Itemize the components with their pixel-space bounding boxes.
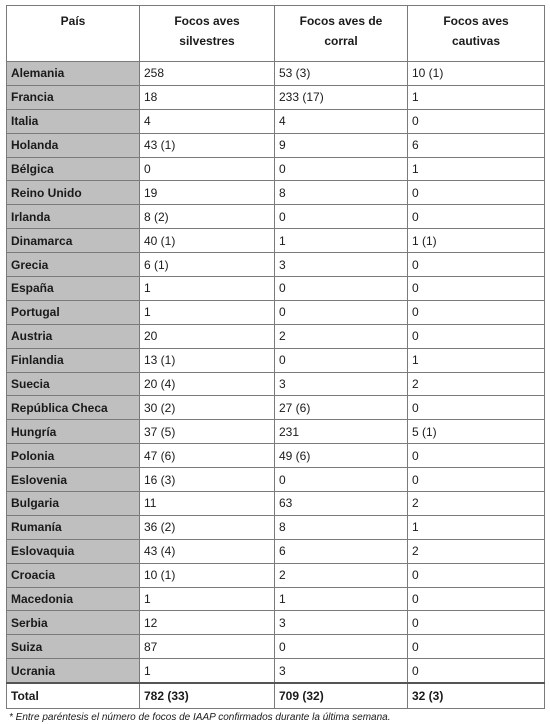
- outbreaks-table: [6, 5, 545, 709]
- country-cell: Reino Unido: [7, 181, 140, 205]
- country-cell: Italia: [7, 109, 140, 133]
- table-row: [7, 253, 545, 277]
- header-country: País: [7, 6, 140, 62]
- country-cell: Ucrania: [7, 659, 140, 683]
- poultry-cell: 49 (6): [275, 444, 408, 468]
- poultry-cell: 0: [275, 300, 408, 324]
- wild-birds-cell: 12: [140, 611, 275, 635]
- country-cell: Francia: [7, 85, 140, 109]
- country-cell: Hungría: [7, 420, 140, 444]
- wild-birds-cell: 13 (1): [140, 348, 275, 372]
- country-cell: Austria: [7, 324, 140, 348]
- captive-birds-cell: 1: [408, 515, 545, 539]
- country-cell: Bulgaria: [7, 492, 140, 516]
- captive-birds-cell: 0: [408, 611, 545, 635]
- total-row: [7, 683, 545, 709]
- country-cell: Portugal: [7, 300, 140, 324]
- wild-birds-cell: 1: [140, 277, 275, 301]
- poultry-cell: 0: [275, 348, 408, 372]
- captive-birds-cell: 0: [408, 587, 545, 611]
- table-row: [7, 300, 545, 324]
- country-cell: Serbia: [7, 611, 140, 635]
- table-row: [7, 205, 545, 229]
- total-wild-birds: 782 (33): [140, 683, 275, 709]
- table-row: [7, 85, 545, 109]
- wild-birds-cell: 1: [140, 659, 275, 683]
- table-row: [7, 420, 545, 444]
- captive-birds-cell: 0: [408, 253, 545, 277]
- captive-birds-cell: 0: [408, 109, 545, 133]
- poultry-cell: 0: [275, 277, 408, 301]
- wild-birds-cell: 43 (1): [140, 133, 275, 157]
- captive-birds-cell: 0: [408, 181, 545, 205]
- wild-birds-cell: 40 (1): [140, 229, 275, 253]
- table-row: [7, 587, 545, 611]
- country-cell: Finlandia: [7, 348, 140, 372]
- captive-birds-cell: 0: [408, 300, 545, 324]
- header-row: [7, 6, 545, 62]
- header-captive-birds: Focos aves cautivas: [408, 6, 545, 62]
- wild-birds-cell: 47 (6): [140, 444, 275, 468]
- captive-birds-cell: 0: [408, 205, 545, 229]
- wild-birds-cell: 1: [140, 587, 275, 611]
- wild-birds-cell: 6 (1): [140, 253, 275, 277]
- captive-birds-cell: 1: [408, 85, 545, 109]
- country-cell: Macedonia: [7, 587, 140, 611]
- country-cell: Croacia: [7, 563, 140, 587]
- wild-birds-cell: 16 (3): [140, 468, 275, 492]
- table-row: [7, 492, 545, 516]
- table-row: [7, 133, 545, 157]
- poultry-cell: 53 (3): [275, 62, 408, 86]
- wild-birds-cell: 11: [140, 492, 275, 516]
- table-row: [7, 611, 545, 635]
- table-row: [7, 277, 545, 301]
- poultry-cell: 3: [275, 659, 408, 683]
- table-row: [7, 181, 545, 205]
- country-cell: Bélgica: [7, 157, 140, 181]
- poultry-cell: 0: [275, 635, 408, 659]
- poultry-cell: 8: [275, 181, 408, 205]
- wild-birds-cell: 87: [140, 635, 275, 659]
- wild-birds-cell: 37 (5): [140, 420, 275, 444]
- country-cell: Rumanía: [7, 515, 140, 539]
- wild-birds-cell: 36 (2): [140, 515, 275, 539]
- poultry-cell: 0: [275, 157, 408, 181]
- table-row: [7, 659, 545, 683]
- poultry-cell: 9: [275, 133, 408, 157]
- wild-birds-cell: 43 (4): [140, 539, 275, 563]
- poultry-cell: 3: [275, 253, 408, 277]
- footnote: * Entre paréntesis el número de focos de IAAP confirmados durante la última semana.: [9, 712, 391, 724]
- poultry-cell: 1: [275, 229, 408, 253]
- wild-birds-cell: 20 (4): [140, 372, 275, 396]
- captive-birds-cell: 0: [408, 324, 545, 348]
- header-poultry: Focos aves de corral: [275, 6, 408, 62]
- country-cell: Eslovenia: [7, 468, 140, 492]
- total-label: Total: [7, 683, 140, 709]
- table-footer: [7, 683, 545, 709]
- captive-birds-cell: 5 (1): [408, 420, 545, 444]
- total-captive-birds: 32 (3): [408, 683, 545, 709]
- table-row: [7, 157, 545, 181]
- captive-birds-cell: 0: [408, 277, 545, 301]
- wild-birds-cell: 8 (2): [140, 205, 275, 229]
- table-row: [7, 468, 545, 492]
- country-cell: Grecia: [7, 253, 140, 277]
- country-cell: Polonia: [7, 444, 140, 468]
- captive-birds-cell: 0: [408, 563, 545, 587]
- poultry-cell: 2: [275, 563, 408, 587]
- table-row: [7, 444, 545, 468]
- captive-birds-cell: 1: [408, 157, 545, 181]
- poultry-cell: 6: [275, 539, 408, 563]
- captive-birds-cell: 1 (1): [408, 229, 545, 253]
- table-row: [7, 109, 545, 133]
- wild-birds-cell: 20: [140, 324, 275, 348]
- wild-birds-cell: 10 (1): [140, 563, 275, 587]
- captive-birds-cell: 0: [408, 444, 545, 468]
- table-header: [7, 6, 545, 62]
- poultry-cell: 0: [275, 205, 408, 229]
- poultry-cell: 4: [275, 109, 408, 133]
- wild-birds-cell: 1: [140, 300, 275, 324]
- wild-birds-cell: 4: [140, 109, 275, 133]
- table-row: [7, 635, 545, 659]
- captive-birds-cell: 0: [408, 468, 545, 492]
- wild-birds-cell: 19: [140, 181, 275, 205]
- poultry-cell: 0: [275, 468, 408, 492]
- poultry-cell: 63: [275, 492, 408, 516]
- captive-birds-cell: 0: [408, 396, 545, 420]
- poultry-cell: 27 (6): [275, 396, 408, 420]
- wild-birds-cell: 18: [140, 85, 275, 109]
- wild-birds-cell: 258: [140, 62, 275, 86]
- table-row: [7, 563, 545, 587]
- captive-birds-cell: 10 (1): [408, 62, 545, 86]
- table-row: [7, 515, 545, 539]
- poultry-cell: 1: [275, 587, 408, 611]
- poultry-cell: 231: [275, 420, 408, 444]
- country-cell: República Checa: [7, 396, 140, 420]
- country-cell: Suiza: [7, 635, 140, 659]
- wild-birds-cell: 30 (2): [140, 396, 275, 420]
- captive-birds-cell: 2: [408, 372, 545, 396]
- country-cell: Alemania: [7, 62, 140, 86]
- table-row: [7, 396, 545, 420]
- country-cell: Dinamarca: [7, 229, 140, 253]
- table-row: [7, 372, 545, 396]
- captive-birds-cell: 2: [408, 492, 545, 516]
- poultry-cell: 2: [275, 324, 408, 348]
- captive-birds-cell: 0: [408, 635, 545, 659]
- total-poultry: 709 (32): [275, 683, 408, 709]
- table-row: [7, 229, 545, 253]
- table-row: [7, 539, 545, 563]
- captive-birds-cell: 0: [408, 659, 545, 683]
- table-row: [7, 62, 545, 86]
- table-row: [7, 324, 545, 348]
- country-cell: Irlanda: [7, 205, 140, 229]
- poultry-cell: 3: [275, 611, 408, 635]
- poultry-cell: 3: [275, 372, 408, 396]
- header-wild-birds: Focos aves silvestres: [140, 6, 275, 62]
- poultry-cell: 8: [275, 515, 408, 539]
- country-cell: Eslovaquia: [7, 539, 140, 563]
- table-row: [7, 348, 545, 372]
- wild-birds-cell: 0: [140, 157, 275, 181]
- table-body: [7, 62, 545, 684]
- country-cell: España: [7, 277, 140, 301]
- captive-birds-cell: 2: [408, 539, 545, 563]
- captive-birds-cell: 1: [408, 348, 545, 372]
- country-cell: Suecia: [7, 372, 140, 396]
- poultry-cell: 233 (17): [275, 85, 408, 109]
- country-cell: Holanda: [7, 133, 140, 157]
- captive-birds-cell: 6: [408, 133, 545, 157]
